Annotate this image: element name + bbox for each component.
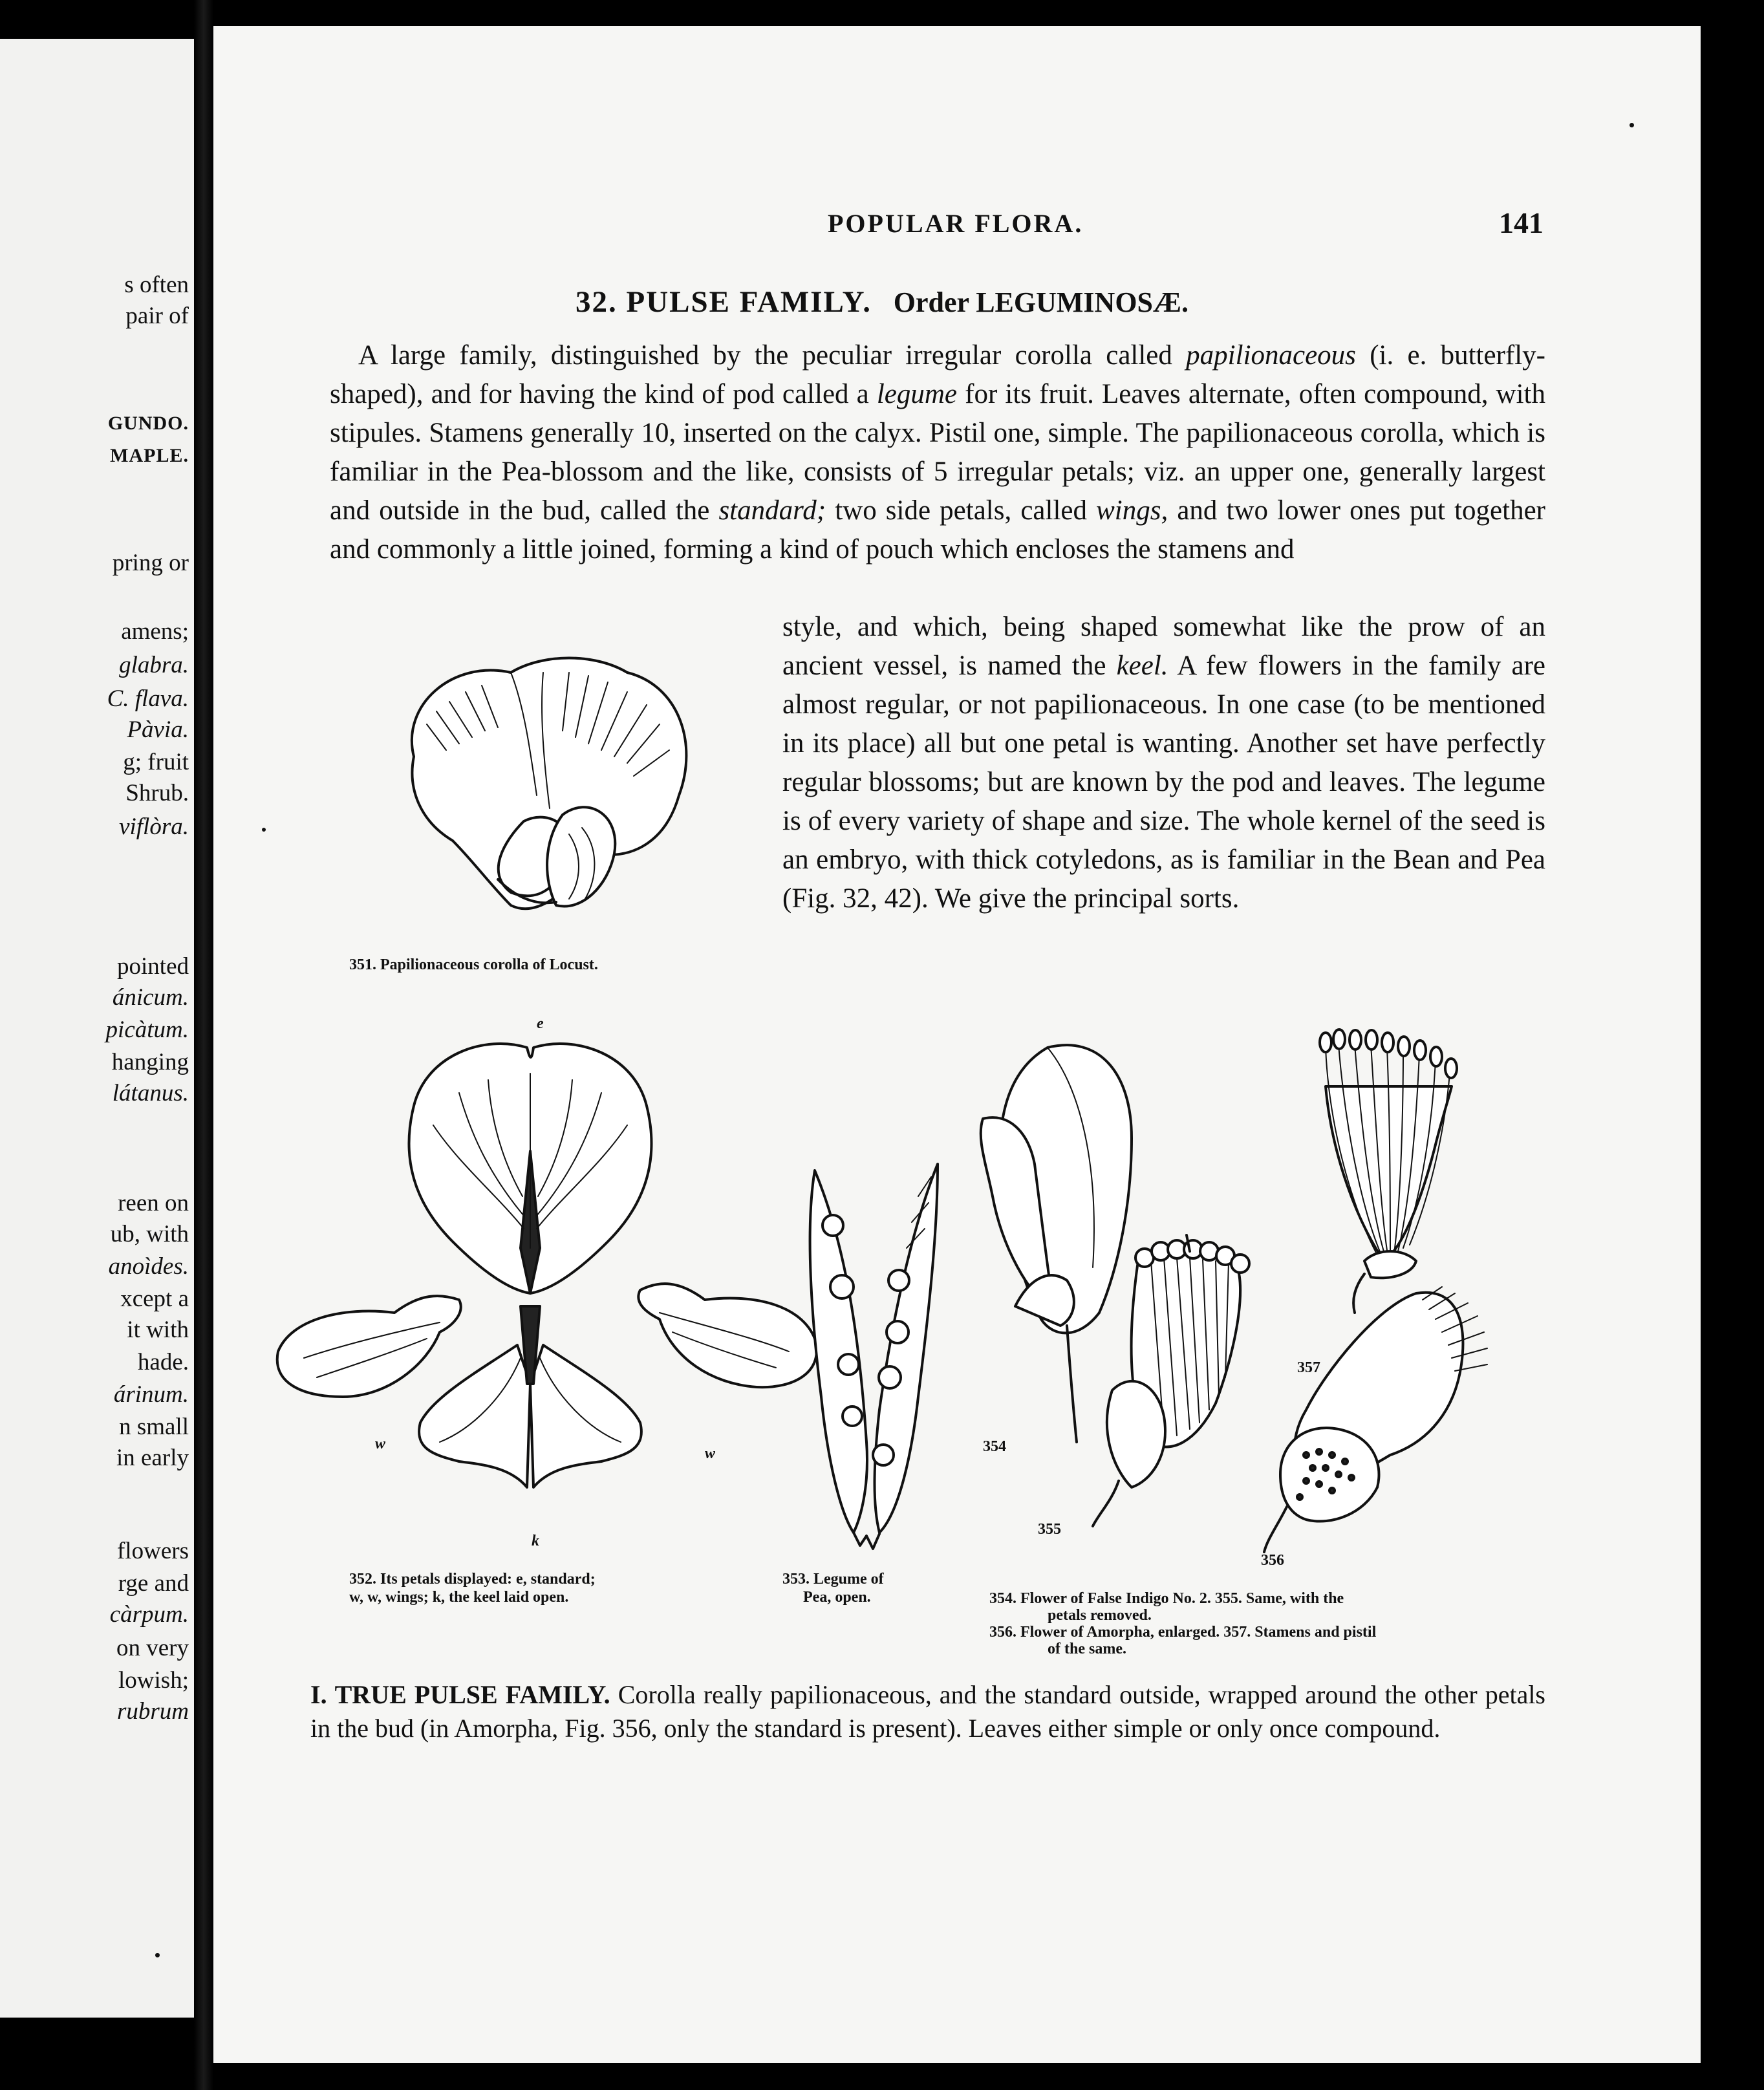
term-papilionaceous: papilionaceous — [1186, 340, 1356, 371]
left-page-line: rge and — [118, 1570, 189, 1597]
term-wings: wings, — [1096, 495, 1168, 526]
left-page-line: in early — [116, 1445, 189, 1471]
left-page-line: pointed — [117, 953, 189, 980]
left-page-line: Pàvia. — [127, 716, 189, 743]
left-page-line: MAPLE. — [110, 445, 189, 466]
fignum-355: 355 — [1038, 1521, 1061, 1538]
label-w-right: w — [705, 1445, 716, 1462]
caption-352-line1: 352. Its petals displayed: e, standard; — [349, 1571, 596, 1588]
left-page-line: Shrub. — [125, 780, 189, 806]
caption-351: 351. Papilionaceous corolla of Locust. — [349, 956, 598, 973]
left-page-line: GUNDO. — [107, 413, 189, 434]
intro-text-d: two side petals, called — [826, 495, 1097, 526]
left-page-line: viflòra. — [119, 813, 189, 840]
left-page-line: hanging — [111, 1049, 189, 1075]
left-page-line: ánicum. — [112, 984, 189, 1011]
left-page-line: hade. — [137, 1349, 189, 1375]
label-e: e — [537, 1015, 544, 1032]
left-page-line: anoìdes. — [108, 1253, 189, 1280]
left-page-line: rubrum — [116, 1698, 189, 1725]
family-name: 32. PULSE FAMILY. — [575, 285, 872, 319]
left-page-line: g; fruit — [123, 749, 189, 775]
left-page-line: n small — [119, 1414, 189, 1440]
caption-356-line1: 356. Flower of Amorpha, enlarged. 357. Stamens and pistil — [989, 1624, 1377, 1641]
intro-text-e: and two lower ones put together and commonly a little joined, forming a kind of pouch which encloses the stamens and — [330, 495, 1545, 565]
caption-354-line1: 354. Flower of False Indigo No. 2. 355. Same, with the — [989, 1590, 1344, 1607]
left-page-line: càrpum. — [109, 1601, 189, 1628]
left-page-line: pair of — [125, 303, 189, 329]
caption-352-line2: w, w, wings; k, the keel laid open. — [349, 1589, 569, 1606]
side-paragraph — [782, 608, 1545, 918]
caption-353-line1: 353. Legume of — [782, 1571, 884, 1588]
fignum-354: 354 — [983, 1438, 1006, 1455]
intro-text-c: for its fruit. Leaves alternate, often compound, with stipules. Stamens generally 10, inserted on the calyx. Pistil one, simple. The papilionaceous corolla, which is familiar in the Pea-blossom and the like, consists of 5 irregular petals; viz. an upper one, generally largest and outside in the bud, called the — [330, 379, 1546, 526]
figure-357-stamens-pistil — [1274, 1028, 1481, 1326]
left-page-line: glabra. — [119, 652, 189, 678]
caption-356-line2: of the same. — [1048, 1641, 1126, 1657]
left-page-line: pring or — [112, 550, 189, 576]
label-k: k — [532, 1533, 539, 1549]
left-page-line: látanus. — [112, 1080, 189, 1106]
page-speck — [1630, 123, 1634, 127]
order-name: Order LEGUMINOSÆ. — [893, 286, 1189, 318]
intro-paragraph — [330, 336, 1545, 569]
side-text-b: A few flowers in the family are almost regular, or not papilionaceous. In one case (to be mentioned in its place) all but one petal is wanting. Another set have perfectly regular blossoms; but are known by the pod and leaves. The legume is of every variety of shape and size. The whole kernel of the seed is an embryo, with thick cotyledons, as is familiar in the Bean and Pea (Fig. 32, 42). We give the principal sorts. — [782, 651, 1545, 914]
subfamily-title: TRUE PULSE FAMILY. — [334, 1680, 610, 1709]
label-w-left: w — [375, 1436, 386, 1452]
left-page-line: on very — [116, 1635, 189, 1661]
figure-355-stamens — [1073, 1222, 1267, 1558]
section-title — [575, 285, 1189, 319]
figure-351-corolla — [375, 647, 711, 951]
fignum-357: 357 — [1297, 1359, 1320, 1376]
left-page-line: ub, with — [110, 1221, 189, 1247]
book-page — [213, 26, 1701, 2063]
page-number: 141 — [1499, 206, 1544, 239]
figure-353-legume — [802, 1151, 951, 1558]
subfamily-number: I. — [310, 1680, 327, 1709]
left-page-line: it with — [127, 1317, 189, 1343]
book-gutter — [194, 0, 213, 2090]
fignum-356: 356 — [1261, 1552, 1284, 1569]
page-speck — [262, 828, 266, 832]
subfamily-paragraph — [310, 1678, 1545, 1745]
running-head: POPULAR FLORA. — [828, 209, 1084, 238]
left-page-line: picàtum. — [105, 1017, 189, 1043]
left-page-line: reen on — [118, 1190, 189, 1216]
intro-text-a: A large family, distinguished by the peculiar irregular corolla called — [358, 340, 1187, 371]
left-page-line: xcept a — [120, 1286, 189, 1312]
left-page-line: árinum. — [113, 1381, 189, 1408]
page-speck — [155, 1953, 160, 1957]
left-page-line: amens; — [121, 618, 189, 645]
left-page-line: C. flava. — [107, 685, 189, 712]
left-page-line: flowers — [117, 1538, 189, 1564]
previous-page-strip — [0, 39, 194, 2018]
side-text-a: style, and which, being shaped somewhat like the prow of an ancient vessel, is named the — [782, 612, 1545, 681]
term-legume: legume — [876, 379, 958, 409]
term-standard: standard; — [718, 495, 826, 526]
left-page-line: s often — [124, 272, 189, 298]
caption-354-line2: petals removed. — [1048, 1607, 1152, 1624]
caption-353-line2: Pea, open. — [803, 1589, 871, 1606]
intro-text-b: (i. e. butterfly-shaped), and for having the kind of pod called a — [330, 340, 1545, 409]
left-page-line: lowish; — [118, 1667, 189, 1694]
subfamily-text: Corolla really papilionaceous, and the standard outside, wrapped around the other petals in the bud (in Amorpha, Fig. 356, only the standard is present). Leaves either simple or only once compound. — [310, 1680, 1545, 1743]
term-keel: keel. — [1116, 651, 1168, 681]
